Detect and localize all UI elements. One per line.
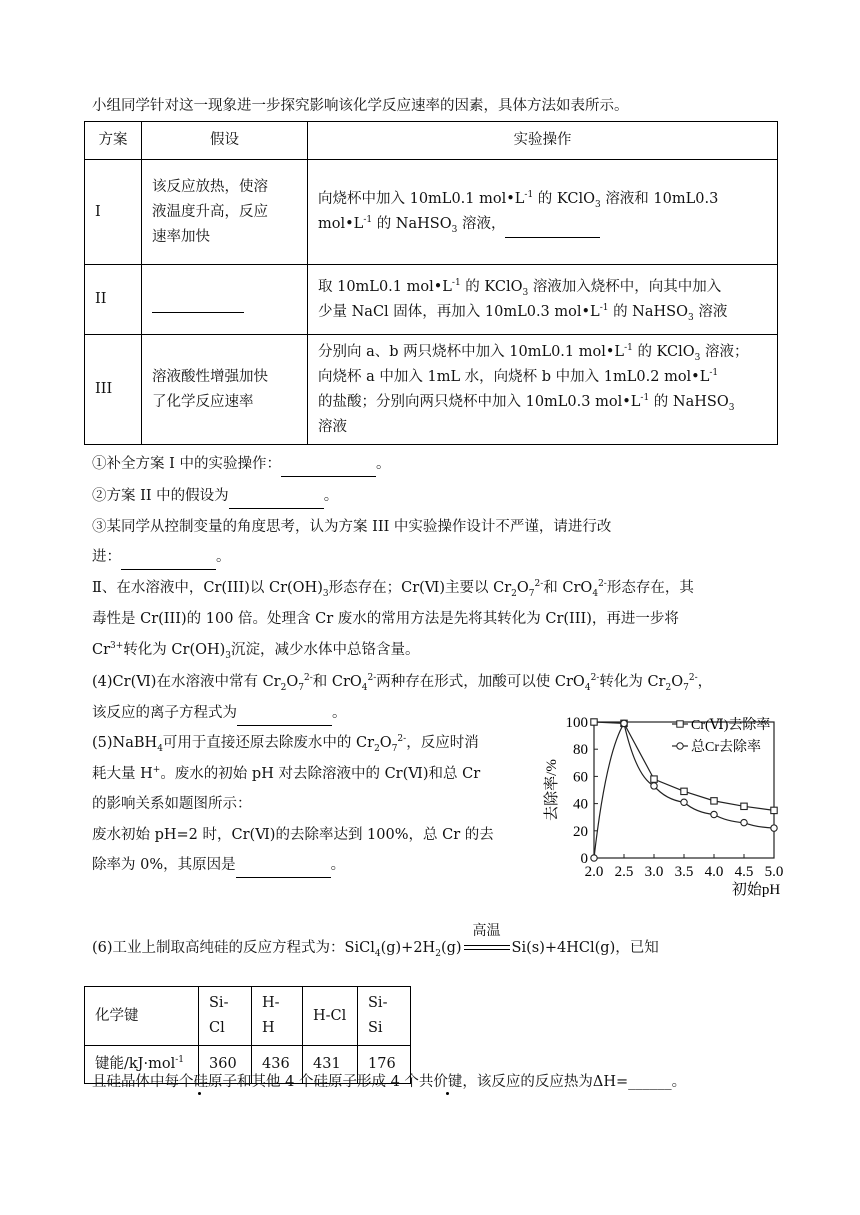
data-point-circle <box>621 720 627 726</box>
text: 溶液； <box>704 343 749 360</box>
text: 向烧杯中加入 10mL0.1 mol•L <box>318 190 525 207</box>
sub: 4 <box>592 588 599 599</box>
bond-energy-value: 431 <box>303 1046 358 1084</box>
sub: 4 <box>584 682 591 693</box>
legend-label: Cr(Ⅵ)去除率 <box>691 718 771 733</box>
text: 可用于直接还原去除废水中的 Cr <box>162 735 375 751</box>
sub: 4 <box>374 948 381 959</box>
text: 的 KClO <box>465 278 523 295</box>
x-tick-label: 5.0 <box>764 864 784 880</box>
section-2-line <box>92 638 782 662</box>
question-3-cont <box>92 545 782 570</box>
text: O <box>379 735 392 751</box>
question-5-cont <box>92 853 537 878</box>
row-operation <box>308 160 778 265</box>
text: 。 <box>216 549 231 565</box>
bond-header: 化学键 <box>85 987 199 1046</box>
legend-marker <box>677 743 683 749</box>
x-tick-label: 2.0 <box>584 864 604 880</box>
sub: 3 <box>322 588 329 599</box>
text: (5)NaBH <box>92 735 158 751</box>
condition-arrow <box>464 923 510 955</box>
equals-bar <box>464 949 510 950</box>
text: 转化为 Cr(OH) <box>123 642 226 658</box>
bond-header: Si-Si <box>358 987 411 1046</box>
removal-rate-chart <box>538 708 788 908</box>
text: 向烧杯 a 中加入 1mL 水，向烧杯 b 中加入 1mL0.2 mol•L <box>318 368 710 385</box>
text: O <box>286 674 299 690</box>
text: 形态存在，其 <box>606 580 694 596</box>
text: 键能/kJ·mol <box>95 1056 176 1072</box>
sub: 7 <box>528 588 535 599</box>
equals-bar <box>464 945 510 946</box>
series-line <box>594 722 774 810</box>
text: mol•L <box>318 215 364 232</box>
op-line <box>318 187 767 212</box>
sup: 2- <box>534 579 544 590</box>
intro-text: 小组同学针对这一现象进一步探究影响该化学反应速率的因素，具体方法如表所示。 <box>92 98 629 114</box>
table-row <box>85 160 778 265</box>
sup: + <box>152 765 161 776</box>
text: 形态存在；Cr(Ⅵ)主要以 Cr <box>328 580 512 596</box>
table-row <box>85 335 778 445</box>
question-5 <box>92 731 537 755</box>
data-point-square <box>741 803 747 809</box>
op-line <box>318 300 767 325</box>
row-hypothesis <box>142 160 308 265</box>
text: 该反应的离子方程式为 <box>92 705 237 721</box>
sub: 7 <box>391 743 398 754</box>
hyp-line: 该反应放热，使溶 <box>152 178 268 195</box>
sub: 3 <box>688 312 694 323</box>
text: (g)+2H <box>380 940 436 956</box>
plan-table <box>84 121 778 445</box>
answer-blank[interactable] <box>281 452 376 477</box>
sub: 2 <box>435 948 441 959</box>
text: 硅原子和其他 4 个硅原子形成 <box>193 1074 391 1090</box>
sup: -1 <box>175 1055 184 1066</box>
text: Cr <box>92 642 111 658</box>
question-2 <box>92 484 782 509</box>
data-point-circle <box>711 811 717 817</box>
data-point-square <box>681 788 687 794</box>
data-point-circle <box>741 819 747 825</box>
x-tick-label: 2.5 <box>614 864 634 880</box>
text: 转化为 Cr <box>599 674 666 690</box>
sup: -1 <box>363 214 373 225</box>
sup: 3+ <box>110 641 124 652</box>
sup: 2- <box>590 673 600 684</box>
text: 。 <box>332 705 347 721</box>
header-plan: 方案 <box>85 122 142 160</box>
question-5-cont: 废水初始 pH=2 时，Cr(Ⅵ)的去除率达到 100%，总 Cr 的去 <box>92 827 494 843</box>
answer-blank[interactable] <box>229 484 324 509</box>
text: 。 <box>323 488 339 504</box>
bond-header: H-Cl <box>303 987 358 1046</box>
op-line <box>318 275 767 300</box>
y-tick-label: 40 <box>573 796 588 813</box>
text: 。 <box>375 456 391 472</box>
text: 溶液 <box>698 303 728 320</box>
sup: -1 <box>624 342 633 353</box>
data-point-circle <box>651 783 657 789</box>
text: ①补全方案 I 中的实验操作： <box>92 456 281 472</box>
text: 。废水的初始 pH 对去除溶液中的 Cr(Ⅵ)和总 Cr <box>160 766 481 782</box>
answer-blank[interactable] <box>237 701 332 726</box>
text: 的盐酸；分别向两只烧杯中加入 10mL0.3 mol•L <box>318 393 641 410</box>
text: (4)Cr(Ⅵ)在水溶液中常有 Cr <box>92 674 281 690</box>
condition-label: 高温 <box>472 923 501 939</box>
table-row <box>85 265 778 335</box>
sup: -1 <box>709 367 719 378</box>
sub: 4 <box>157 743 163 754</box>
sub: 3 <box>694 352 701 363</box>
sub: 2 <box>280 682 287 693</box>
header-operation: 实验操作 <box>308 122 778 160</box>
x-tick-label: 3.0 <box>644 864 664 880</box>
text: 的 NaHSO <box>613 303 688 320</box>
sub: 3 <box>225 650 232 661</box>
text: 溶液加入烧杯中，向其中加入 <box>532 278 722 295</box>
text: (6)工业上制取高纯硅的反应方程式为：SiCl <box>92 940 375 956</box>
text: 。 <box>330 857 346 873</box>
hyp-line: 了化学反应速率 <box>152 393 254 410</box>
text: ②方案 II 中的假设为 <box>92 488 229 504</box>
question-5-cont: 的影响关系如题图所示： <box>92 796 252 812</box>
answer-blank[interactable] <box>505 212 600 238</box>
text: O <box>671 674 684 690</box>
legend-marker <box>677 721 683 727</box>
bond-energy-value: 360 <box>199 1046 252 1084</box>
bond-header: H-H <box>252 987 303 1046</box>
sub: 2 <box>665 682 672 693</box>
sub: 3 <box>522 287 529 298</box>
sup: 2- <box>688 673 698 684</box>
y-tick-label: 20 <box>573 823 588 840</box>
text: 的 NaHSO <box>376 215 452 232</box>
section-2-line: 毒性是 Cr(III)的 100 倍。处理含 Cr 废水的常用方法是先将其转化为 Cr(III)，再进一步将 <box>92 611 679 627</box>
sup: -1 <box>524 189 534 200</box>
question-6-end <box>92 1070 686 1094</box>
hyp-line: 溶液酸性增强加快 <box>152 368 268 385</box>
emphasis-dot <box>446 1092 449 1095</box>
table-row <box>85 987 411 1046</box>
text: 和 CrO <box>543 580 593 596</box>
row-id: II <box>85 265 142 335</box>
table-header-row <box>85 122 778 160</box>
row-id: I <box>85 160 142 265</box>
sub: 2 <box>511 588 517 599</box>
text: 和 CrO <box>312 674 362 690</box>
op-line <box>318 340 767 365</box>
x-tick-label: 3.5 <box>674 864 694 880</box>
text: 个共价键，该反应的反应热为ΔH=______。 <box>399 1074 687 1090</box>
text: (g) <box>440 940 462 956</box>
text: 的 KClO <box>537 190 595 207</box>
text: 耗大量 H <box>92 766 153 782</box>
row-operation <box>308 265 778 335</box>
row-id: III <box>85 335 142 445</box>
text: Si(s)+4HCl(g)，已知 <box>511 940 659 956</box>
answer-blank[interactable] <box>236 853 331 878</box>
sub: 4 <box>361 682 368 693</box>
x-tick-label: 4.5 <box>734 864 754 880</box>
sup: 2- <box>367 673 377 684</box>
sup: -1 <box>640 392 650 403</box>
section-2-line <box>92 576 782 600</box>
y-tick-label: 60 <box>573 769 588 786</box>
sup: 2- <box>598 579 607 590</box>
text: 取 10mL0.1 mol•L <box>318 278 452 295</box>
text: 沉淀，减少水体中总铬含量。 <box>231 642 420 658</box>
hyp-line: 液温度升高，反应 <box>152 203 268 220</box>
sup: 2- <box>397 734 407 745</box>
question-4 <box>92 670 782 694</box>
text: 进： <box>92 549 121 565</box>
op-line: 溶液 <box>318 418 347 435</box>
bond-header: Si-Cl <box>199 987 252 1046</box>
sub: 3 <box>594 199 601 210</box>
y-tick-label: 100 <box>565 715 588 731</box>
op-line <box>318 365 767 390</box>
question-1 <box>92 452 782 477</box>
text: 的 KClO <box>637 343 695 360</box>
sub: 2 <box>374 743 380 754</box>
sup: -1 <box>451 277 461 288</box>
emphasis-text: 个 <box>179 1074 194 1090</box>
data-point-circle <box>681 799 687 805</box>
text: 两种存在形式，加酸可以使 CrO <box>376 674 585 690</box>
sub: 3 <box>728 402 735 413</box>
text: 且硅晶体中每 <box>92 1074 179 1090</box>
text: 少量 NaCl 固体，再加入 10mL0.3 mol•L <box>318 303 600 320</box>
sup: 2- <box>303 673 313 684</box>
data-point-square <box>711 798 717 804</box>
data-point-square <box>591 719 597 725</box>
sub: 3 <box>451 224 458 235</box>
answer-blank[interactable] <box>121 545 216 570</box>
op-line <box>318 390 767 415</box>
question-5-cont <box>92 762 537 786</box>
row-operation <box>308 335 778 445</box>
text: 分别向 a、b 两只烧杯中加入 10mL0.1 mol•L <box>318 343 625 360</box>
text: 除率为 0%，其原因是 <box>92 857 236 873</box>
y-tick-label: 80 <box>573 742 588 759</box>
bond-energy-value: 176 <box>358 1046 411 1084</box>
sup: -1 <box>599 302 609 313</box>
data-point-circle <box>591 855 597 861</box>
text: Ⅱ、在水溶液中，Cr(III)以 Cr(OH) <box>92 580 323 596</box>
emphasis-dot <box>198 1092 201 1095</box>
text: O <box>516 580 529 596</box>
header-hypothesis: 假设 <box>142 122 308 160</box>
text: 的 NaHSO <box>653 393 729 410</box>
data-point-square <box>771 807 777 813</box>
op-line <box>318 212 767 238</box>
text: 溶液和 10mL0.3 <box>605 190 719 207</box>
bond-energy-value: 436 <box>252 1046 303 1084</box>
row-hypothesis <box>142 335 308 445</box>
text: 溶液， <box>461 215 506 232</box>
question-6 <box>92 923 659 960</box>
x-axis-label: 初始pH <box>731 882 781 898</box>
sub: 7 <box>683 682 689 693</box>
data-point-square <box>651 776 657 782</box>
emphasis-text: 4 <box>390 1074 400 1090</box>
text: ， <box>697 674 713 690</box>
hyp-line: 速率加快 <box>152 228 210 245</box>
legend-label: 总Cr去除率 <box>691 740 761 755</box>
text: ，反应时消 <box>406 735 479 751</box>
y-tick-label: 0 <box>580 851 588 867</box>
row-hypothesis <box>142 265 308 335</box>
data-point-circle <box>771 825 777 831</box>
answer-blank[interactable] <box>152 287 244 313</box>
y-axis-label: 去除率/% <box>544 759 560 821</box>
question-3: ③某同学从控制变量的角度思考，认为方案 III 中实验操作设计不严谨，请进行改 <box>92 519 612 535</box>
sub: 7 <box>298 682 304 693</box>
x-tick-label: 4.0 <box>704 864 724 880</box>
